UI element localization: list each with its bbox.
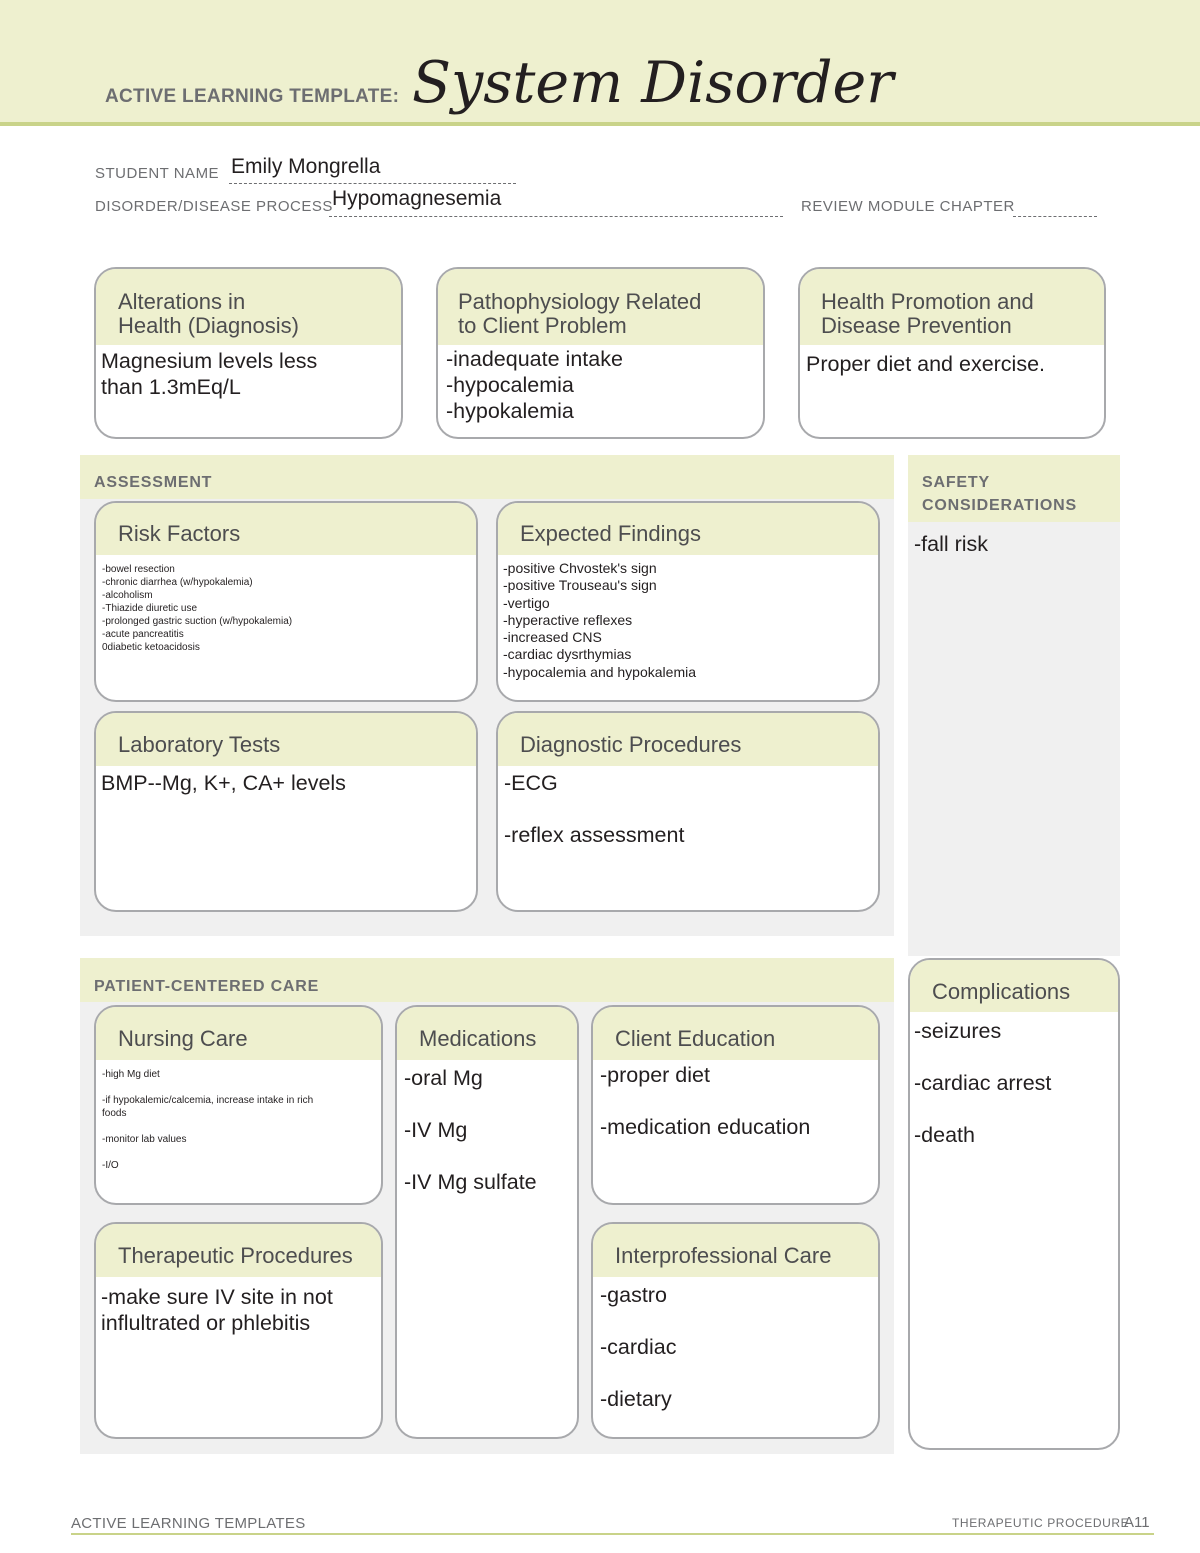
medications-text[interactable]: -oral Mg -IV Mg -IV Mg sulfate	[404, 1066, 537, 1194]
laboratory-tests-text[interactable]: BMP--Mg, K+, CA+ levels	[101, 771, 346, 795]
pathophysiology-text[interactable]: -inadequate intake -hypocalemia -hypokalemia	[446, 347, 623, 423]
patient-centered-care-title: PATIENT-CENTERED CARE	[94, 978, 320, 995]
template-title: System Disorder	[412, 50, 894, 116]
safety-header	[908, 455, 1120, 522]
footer-rule	[71, 1533, 1154, 1535]
safety-panel	[908, 455, 1120, 956]
review-chapter-field[interactable]	[1013, 190, 1097, 217]
student-name-value: Emily Mongrella	[231, 155, 381, 178]
interprofessional-care-title: Interprofessional Care	[615, 1243, 832, 1268]
footer-right-label: THERAPEUTIC PROCEDURE	[952, 1516, 1130, 1530]
footer-left-label: ACTIVE LEARNING TEMPLATES	[71, 1515, 306, 1532]
safety-text[interactable]: -fall risk	[914, 532, 989, 556]
client-education-text[interactable]: -proper diet -medication education	[600, 1063, 811, 1139]
risk-factors-text[interactable]: -bowel resection -chronic diarrhea (w/hypokalemia) -alcoholism -Thiazide diuretic use -prolonged gastric suction (w/hypokalemia) -acute pancreatitis 0diabetic ketoacidosis	[102, 564, 293, 653]
patient-centered-care-header	[80, 958, 894, 1002]
student-name-label: STUDENT NAME	[95, 165, 220, 182]
risk-factors-title: Risk Factors	[118, 521, 241, 546]
expected-findings-text[interactable]: -positive Chvostek's sign -positive Trouseau's sign -vertigo -hyperactive reflexes -increased CNS -cardiac dysrthymias -hypocalemia and hypokalemia	[503, 560, 696, 680]
laboratory-tests-box	[94, 711, 478, 912]
complications-box	[908, 958, 1120, 1450]
expected-findings-title: Expected Findings	[520, 521, 701, 546]
disorder-field[interactable]	[329, 187, 783, 217]
header-rule	[0, 122, 1200, 126]
complications-title: Complications	[932, 979, 1071, 1004]
laboratory-tests-title: Laboratory Tests	[118, 732, 281, 757]
alterations-text[interactable]: Magnesium levels less than 1.3mEq/L	[101, 349, 318, 399]
diagnostic-procedures-text[interactable]: -ECG -reflex assessment	[504, 771, 685, 847]
student-name-field[interactable]	[229, 157, 516, 184]
alterations-box	[94, 267, 403, 439]
alterations-title: Alterations in Health (Diagnosis)	[118, 289, 299, 338]
therapeutic-procedures-box	[94, 1222, 383, 1439]
client-education-title: Client Education	[615, 1026, 776, 1051]
pathophysiology-title: Pathophysiology Related to Client Problem	[458, 289, 702, 338]
disorder-label: DISORDER/DISEASE PROCESS	[95, 198, 333, 215]
diagnostic-procedures-box	[496, 711, 880, 912]
therapeutic-procedures-text[interactable]: -make sure IV site in not influltrated or phlebitis	[101, 1285, 333, 1335]
nursing-care-box	[94, 1005, 383, 1205]
risk-factors-box	[94, 501, 478, 702]
diagnostic-procedures-title: Diagnostic Procedures	[520, 732, 742, 757]
pathophysiology-box	[436, 267, 765, 439]
disorder-value: Hypomagnesemia	[332, 187, 502, 210]
medications-box	[395, 1005, 579, 1439]
review-chapter-label: REVIEW MODULE CHAPTER	[801, 198, 1015, 215]
health-promotion-box	[798, 267, 1106, 439]
interprofessional-care-box	[591, 1222, 880, 1439]
interprofessional-care-text[interactable]: -gastro -cardiac -dietary	[600, 1283, 677, 1411]
complications-text[interactable]: -seizures -cardiac arrest -death	[914, 1019, 1052, 1147]
assessment-title: ASSESSMENT	[94, 474, 213, 491]
health-promotion-text[interactable]: Proper diet and exercise.	[806, 352, 1046, 376]
health-promotion-title: Health Promotion and Disease Prevention	[821, 289, 1034, 338]
medications-title: Medications	[419, 1026, 537, 1051]
footer-page-number: A11	[1124, 1514, 1150, 1531]
client-education-box	[591, 1005, 880, 1205]
template-label: ACTIVE LEARNING TEMPLATE:	[105, 86, 400, 107]
expected-findings-box	[496, 501, 880, 702]
therapeutic-procedures-title: Therapeutic Procedures	[118, 1243, 353, 1268]
nursing-care-text[interactable]: -high Mg diet -if hypokalemic/calcemia, increase intake in rich foods -monitor lab values -I/O	[102, 1069, 314, 1171]
nursing-care-title: Nursing Care	[118, 1026, 248, 1051]
safety-title: SAFETY CONSIDERATIONS	[922, 474, 1077, 514]
assessment-header	[80, 455, 894, 499]
